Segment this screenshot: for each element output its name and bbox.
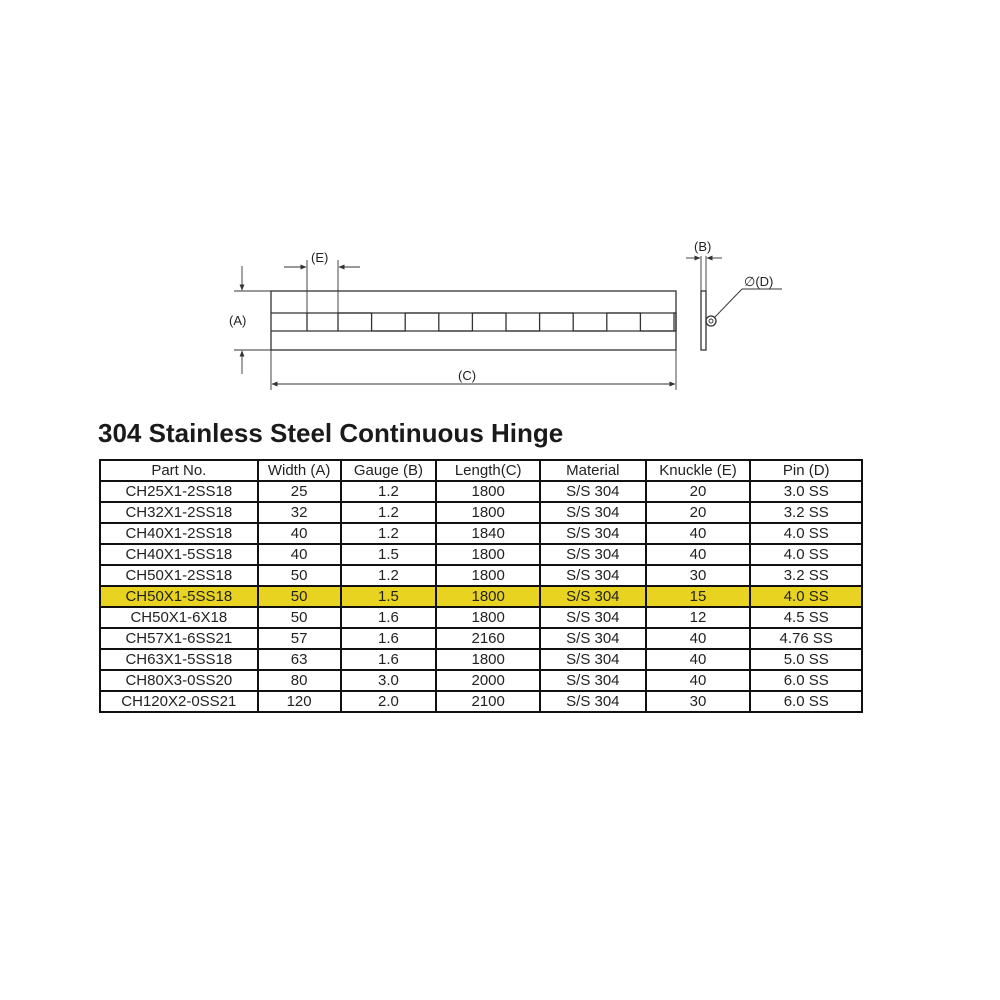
cell-knuckle: 12 bbox=[646, 607, 751, 628]
cell-material: S/S 304 bbox=[540, 649, 646, 670]
table-row bbox=[100, 628, 862, 649]
hinge-technical-drawing bbox=[0, 0, 1000, 420]
cell-pin: 3.2 SS bbox=[750, 565, 862, 586]
cell-part-no: CH63X1-5SS18 bbox=[100, 649, 258, 670]
label-b: (B) bbox=[694, 239, 712, 254]
cell-pin: 4.0 SS bbox=[750, 586, 862, 607]
cell-gauge: 1.6 bbox=[341, 628, 437, 649]
cell-length: 1840 bbox=[436, 523, 540, 544]
cell-width: 57 bbox=[258, 628, 341, 649]
cell-material: S/S 304 bbox=[540, 523, 646, 544]
header-knuckle: Knuckle (E) bbox=[646, 460, 751, 481]
cell-pin: 5.0 SS bbox=[750, 649, 862, 670]
cell-pin: 4.0 SS bbox=[750, 544, 862, 565]
cell-width: 40 bbox=[258, 523, 341, 544]
cell-length: 2100 bbox=[436, 691, 540, 712]
cell-gauge: 1.6 bbox=[341, 607, 437, 628]
table-row bbox=[100, 544, 862, 565]
header-pin: Pin (D) bbox=[750, 460, 862, 481]
cell-gauge: 1.2 bbox=[341, 502, 437, 523]
cell-part-no: CH32X1-2SS18 bbox=[100, 502, 258, 523]
cell-pin: 3.0 SS bbox=[750, 481, 862, 502]
cell-pin: 4.76 SS bbox=[750, 628, 862, 649]
cell-knuckle: 40 bbox=[646, 628, 751, 649]
cell-knuckle: 15 bbox=[646, 586, 751, 607]
cell-width: 80 bbox=[258, 670, 341, 691]
cell-length: 1800 bbox=[436, 649, 540, 670]
cell-length: 1800 bbox=[436, 481, 540, 502]
cell-width: 32 bbox=[258, 502, 341, 523]
cell-part-no: CH25X1-2SS18 bbox=[100, 481, 258, 502]
cell-length: 1800 bbox=[436, 565, 540, 586]
cell-width: 50 bbox=[258, 565, 341, 586]
hinge-side-view bbox=[686, 239, 782, 350]
header-length: Length(C) bbox=[436, 460, 540, 481]
table-row bbox=[100, 481, 862, 502]
header-width: Width (A) bbox=[258, 460, 341, 481]
spec-table bbox=[99, 459, 863, 713]
table-row bbox=[100, 691, 862, 712]
cell-width: 50 bbox=[258, 607, 341, 628]
cell-part-no: CH80X3-0SS20 bbox=[100, 670, 258, 691]
cell-width: 120 bbox=[258, 691, 341, 712]
cell-knuckle: 40 bbox=[646, 649, 751, 670]
cell-gauge: 1.6 bbox=[341, 649, 437, 670]
cell-width: 40 bbox=[258, 544, 341, 565]
cell-gauge: 1.5 bbox=[341, 544, 437, 565]
cell-width: 25 bbox=[258, 481, 341, 502]
page-title: 304 Stainless Steel Continuous Hinge bbox=[98, 418, 564, 448]
cell-part-no: CH50X1-5SS18 bbox=[100, 586, 258, 607]
table-row bbox=[100, 502, 862, 523]
cell-knuckle: 20 bbox=[646, 502, 751, 523]
cell-length: 2000 bbox=[436, 670, 540, 691]
cell-pin: 4.5 SS bbox=[750, 607, 862, 628]
header-material: Material bbox=[540, 460, 646, 481]
table-body bbox=[100, 481, 862, 712]
label-c: (C) bbox=[458, 368, 477, 383]
cell-length: 1800 bbox=[436, 502, 540, 523]
cell-knuckle: 30 bbox=[646, 565, 751, 586]
table-header-row bbox=[100, 460, 862, 481]
hinge-outline bbox=[271, 291, 676, 350]
table-row bbox=[100, 607, 862, 628]
table-row bbox=[100, 649, 862, 670]
cell-part-no: CH40X1-5SS18 bbox=[100, 544, 258, 565]
cell-material: S/S 304 bbox=[540, 565, 646, 586]
cell-material: S/S 304 bbox=[540, 628, 646, 649]
cell-material: S/S 304 bbox=[540, 544, 646, 565]
cell-knuckle: 20 bbox=[646, 481, 751, 502]
cell-gauge: 1.2 bbox=[341, 481, 437, 502]
cell-width: 63 bbox=[258, 649, 341, 670]
cell-length: 1800 bbox=[436, 586, 540, 607]
table-row bbox=[100, 586, 862, 607]
cell-knuckle: 40 bbox=[646, 544, 751, 565]
knuckle-row bbox=[338, 313, 676, 331]
header-gauge: Gauge (B) bbox=[341, 460, 437, 481]
cell-knuckle: 30 bbox=[646, 691, 751, 712]
cell-gauge: 1.5 bbox=[341, 586, 437, 607]
cell-gauge: 3.0 bbox=[341, 670, 437, 691]
cell-part-no: CH57X1-6SS21 bbox=[100, 628, 258, 649]
cell-part-no: CH50X1-2SS18 bbox=[100, 565, 258, 586]
cell-material: S/S 304 bbox=[540, 481, 646, 502]
table-row bbox=[100, 565, 862, 586]
cell-material: S/S 304 bbox=[540, 691, 646, 712]
knuckle-zigzag bbox=[338, 313, 676, 331]
cell-pin: 3.2 SS bbox=[750, 502, 862, 523]
cell-material: S/S 304 bbox=[540, 586, 646, 607]
cell-part-no: CH120X2-0SS21 bbox=[100, 691, 258, 712]
cell-material: S/S 304 bbox=[540, 670, 646, 691]
cell-pin: 6.0 SS bbox=[750, 691, 862, 712]
cell-material: S/S 304 bbox=[540, 502, 646, 523]
cell-length: 1800 bbox=[436, 607, 540, 628]
cell-pin: 6.0 SS bbox=[750, 670, 862, 691]
knuckle-profile bbox=[271, 313, 338, 331]
table-row bbox=[100, 670, 862, 691]
table-row bbox=[100, 523, 862, 544]
cell-pin: 4.0 SS bbox=[750, 523, 862, 544]
cell-knuckle: 40 bbox=[646, 670, 751, 691]
dimension-a bbox=[229, 266, 271, 374]
cell-gauge: 2.0 bbox=[341, 691, 437, 712]
label-a: (A) bbox=[229, 313, 247, 328]
header-part-no: Part No. bbox=[100, 460, 258, 481]
cell-width: 50 bbox=[258, 586, 341, 607]
label-d: ∅(D) bbox=[744, 274, 774, 289]
dimension-c bbox=[271, 350, 676, 390]
dimension-e bbox=[284, 250, 360, 313]
cell-material: S/S 304 bbox=[540, 607, 646, 628]
cell-knuckle: 40 bbox=[646, 523, 751, 544]
hinge-front-view bbox=[271, 291, 676, 350]
cell-gauge: 1.2 bbox=[341, 523, 437, 544]
cell-length: 1800 bbox=[436, 544, 540, 565]
cell-part-no: CH50X1-6X18 bbox=[100, 607, 258, 628]
cell-part-no: CH40X1-2SS18 bbox=[100, 523, 258, 544]
cell-gauge: 1.2 bbox=[341, 565, 437, 586]
label-e: (E) bbox=[311, 250, 329, 265]
cell-length: 2160 bbox=[436, 628, 540, 649]
